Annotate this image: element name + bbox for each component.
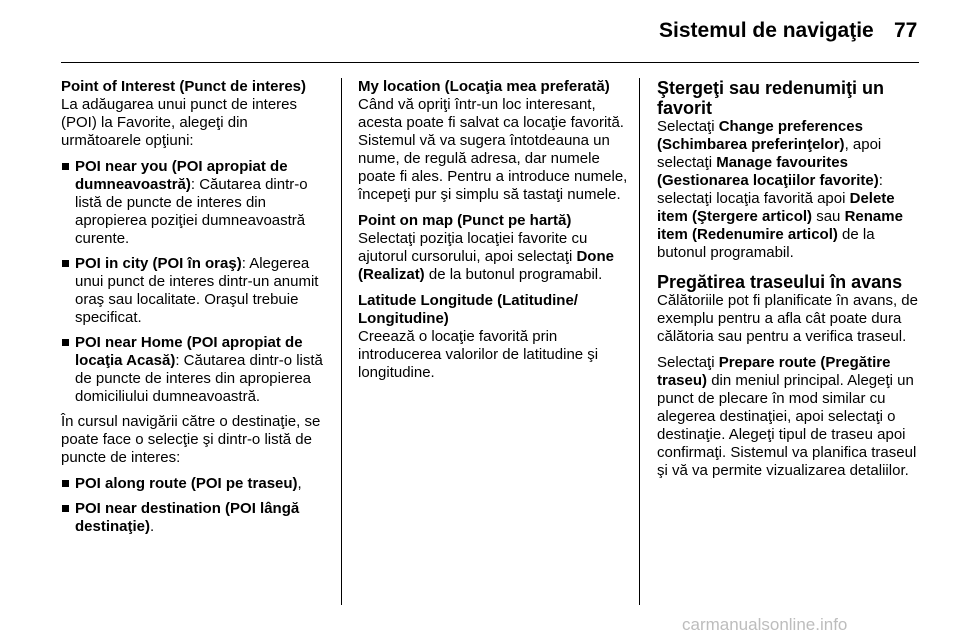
bullet-square-icon [62, 480, 69, 487]
bullet-label: POI near you (POI apropiat de dumneavoastră) [75, 158, 288, 193]
text-run: Selectaţi [657, 354, 719, 371]
prepare-route-label: Prepare route (Pregătire traseu) [657, 354, 891, 389]
poi-heading: Point of Interest (Punct de interes) [61, 78, 307, 95]
route-paragraph: În cursul navigării către o destinaţie, se poate face o selecţie şi dintr-o listă de puncte de interes: [61, 413, 321, 466]
bullet-label: POI near Home (POI apropiat de locaţia Acasă) [75, 334, 303, 369]
prepare-route-paragraph [657, 354, 923, 480]
text-run: , apoi selectaţi [657, 136, 882, 171]
bullet-label: POI near destination (POI lângă destinaţie) [75, 500, 300, 535]
my-location-heading: My location (Locaţia mea preferată) [358, 78, 610, 95]
latlon-text: Creează o locaţie favorită prin introducerea valorilor de latitudine şi longitudine. [358, 328, 599, 381]
delete-rename-paragraph [657, 118, 923, 262]
point-on-map-text-1: Selectaţi poziţia locaţiei favorite cu ajutorul cursorului, apoi selectaţi [358, 230, 588, 265]
text-run: sau [812, 208, 845, 225]
bullet-square-icon [62, 505, 69, 512]
text-run: din meniul principal. Alegeţi un punct de plecare în mod similar cu alegerea destinaţiei, apoi selectaţi o destinaţie. Alegeţi tipul de traseu apoi confirmaţi. Sistemul va planifica traseul şi vă va permite vizualizarea detaliilor. [657, 372, 917, 479]
text-run: : selectaţi locaţia favorită apoi [657, 172, 883, 207]
page-header-title: Sistemul de navigaţie [659, 19, 874, 42]
bullet-square-icon [62, 339, 69, 346]
text-run: de la butonul programabil. [657, 226, 875, 261]
bullet-poi-along-route [61, 475, 329, 493]
point-on-map-heading: Point on map (Punct pe hartă) [358, 212, 572, 229]
bullet-text: : Căutarea dintr-o listă de puncte de interes din apropierea poziţiei dumneavoastră curente. [75, 176, 308, 247]
bullet-poi-near-you [61, 158, 329, 248]
my-location-text: Când vă opriţi într-un loc interesant, acesta poate fi salvat ca locaţie favorită. Sistemul vă va sugera întotdeauna un nume, de regulă adresa, dar numele poate fi ales. Pentru a introduce numele, începeţi pur şi simplu să tastaţi numele. [358, 96, 628, 203]
poi-intro: La adăugarea unui punct de interes (POI) la Favorite, alegeţi din următoarele opţiuni: [61, 96, 298, 149]
point-on-map-text-2: de la butonul programabil. [424, 266, 603, 283]
column-divider-2 [639, 78, 640, 605]
manage-favourites-label: Manage favourites (Gestionarea locaţiilor favorite) [657, 154, 879, 189]
bullet-label: POI in city (POI în oraş) [75, 255, 242, 272]
bullet-square-icon [62, 260, 69, 267]
latlon-heading: Latitude Longitude (Latitudine/ Longitudine) [358, 292, 578, 327]
prepare-route-intro: Călătoriile pot fi planificate în avans, de exemplu pentru a afla cât poate dura călătoria sau pentru a verifica traseul. [657, 292, 918, 345]
delete-item-label: Delete item (Ştergere articol) [657, 190, 895, 225]
column-2 [358, 78, 628, 390]
column-divider-1 [341, 78, 342, 605]
bullet-text: . [150, 518, 155, 535]
bullet-poi-in-city [61, 255, 329, 327]
watermark: carmanualsonline.info [682, 615, 848, 634]
done-label: Done (Realizat) [358, 248, 614, 283]
bullet-square-icon [62, 163, 69, 170]
header-divider [61, 62, 919, 63]
rename-item-label: Rename item (Redenumire articol) [657, 208, 903, 243]
bullet-poi-near-destination [61, 500, 329, 536]
text-run: Selectaţi [657, 118, 719, 135]
bullet-text: : Alegerea unui punct de interes dintr-un anumit oraş sau localitate. Oraşul trebuie specificat. [75, 255, 319, 326]
point-on-map-text [358, 230, 628, 284]
change-preferences-label: Change preferences (Schimbarea preferinţelor) [657, 118, 863, 153]
bullet-text: : Căutarea dintr-o listă de puncte de interes din apropierea domiciliului dumneavoastră. [75, 352, 323, 405]
bullet-poi-near-home [61, 334, 329, 406]
section-heading-prepare-route: Pregătirea traseului în avans [657, 272, 903, 292]
page-number: 77 [894, 19, 918, 42]
section-heading-delete-rename: Ştergeţi sau redenumiţi un favorit [657, 78, 885, 118]
bullet-label: POI along route (POI pe traseu) [75, 475, 298, 492]
column-3 [657, 78, 923, 488]
bullet-text: , [297, 475, 302, 492]
column-1 [61, 78, 329, 543]
